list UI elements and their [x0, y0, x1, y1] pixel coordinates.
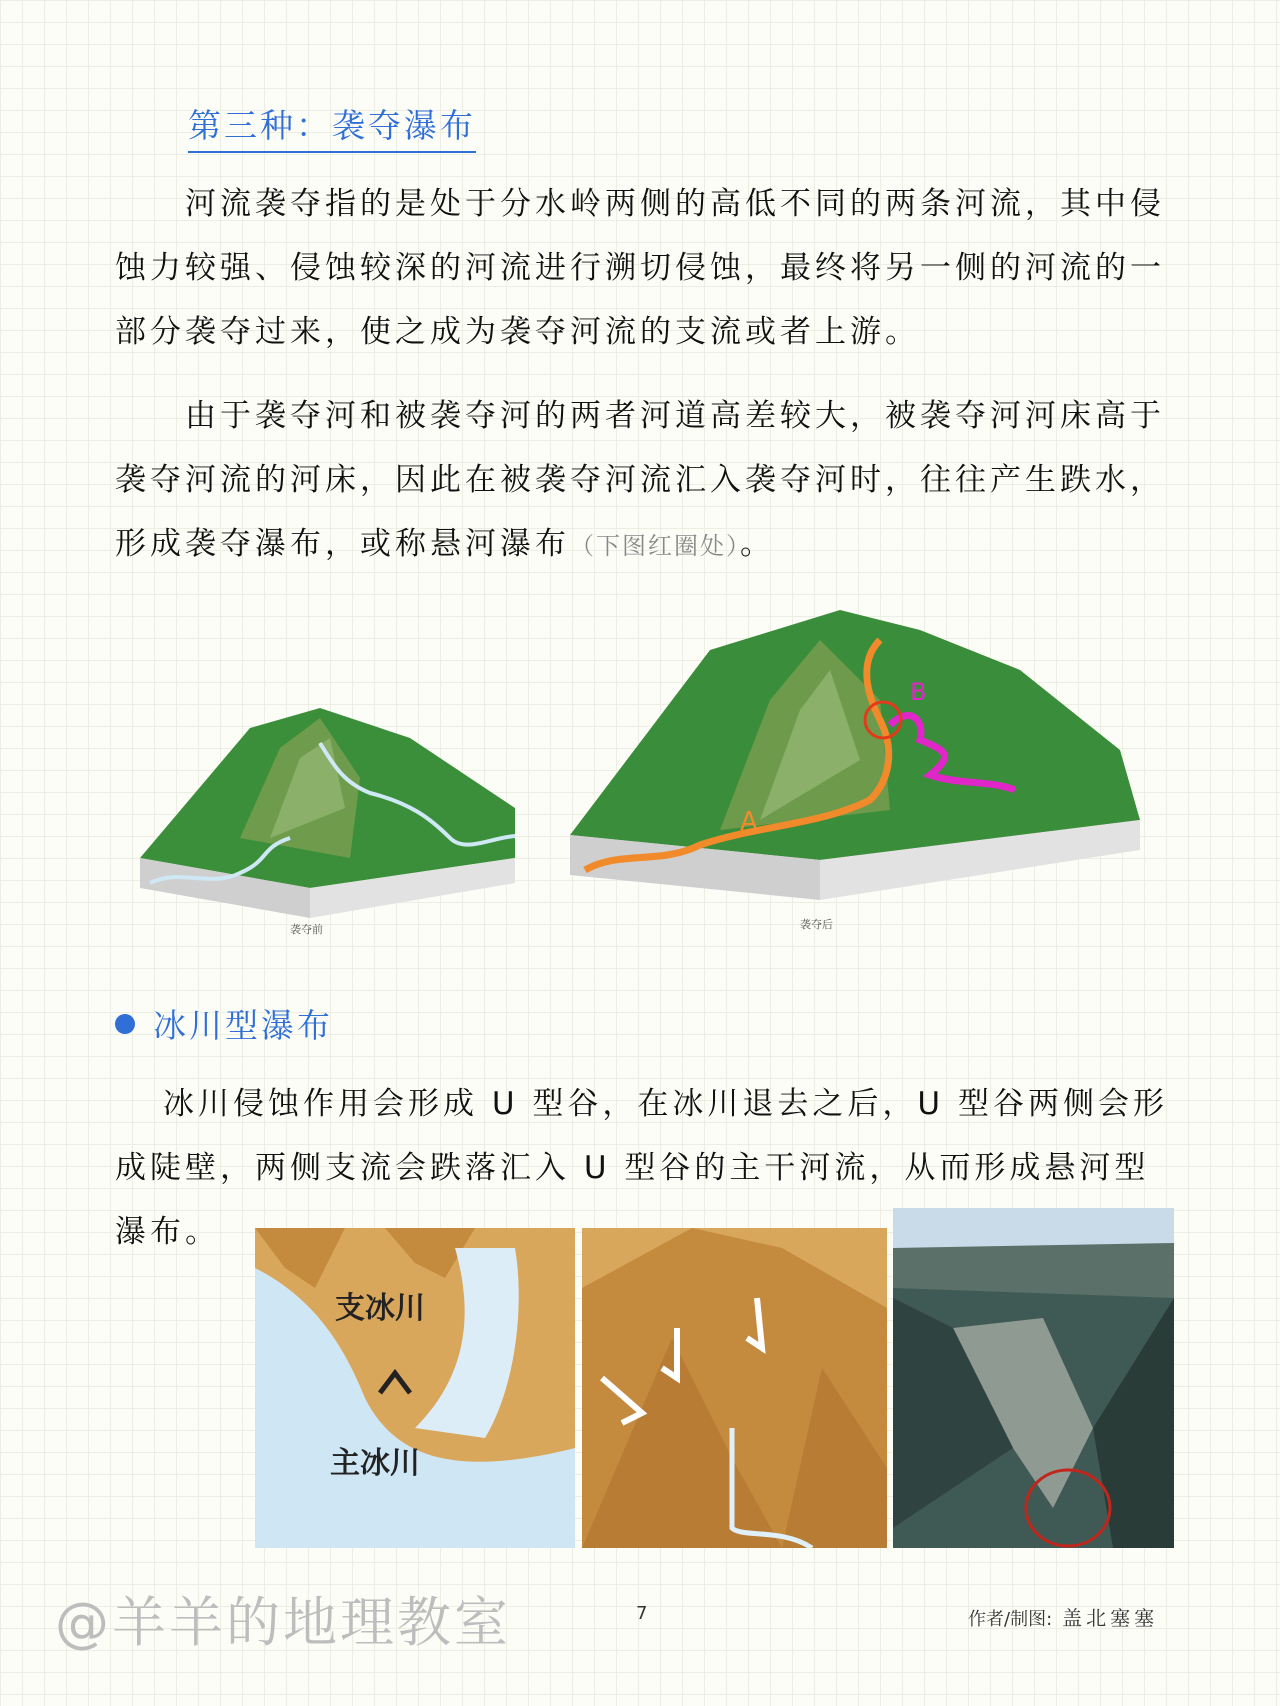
- credit-label: 作者/制图:: [968, 1609, 1053, 1630]
- a-river-mark: A: [740, 807, 758, 837]
- bullet-dot-icon: [115, 1014, 135, 1034]
- figure-note: （下图红圈处）: [570, 532, 740, 560]
- tributary-glacier-label: 支冰川: [335, 1291, 425, 1326]
- main-glacier-label: 主冰川: [330, 1446, 420, 1481]
- before-capture-diagram: [120, 688, 530, 938]
- paragraph-text: 由于袭夺河和被袭夺河的两者河道高差较大，被袭夺河河床高于袭夺河流的河床，因此在被袭夺河流汇入袭夺河时，往往产生跌水，形成袭夺瀑布，或称悬河瀑布: [115, 398, 1165, 562]
- paragraph-glacier-waterfall: 冰川侵蚀作用会形成 U 型谷，在冰川退去之后，U 型谷两侧会形成陡壁，两侧支流会跌落汇入 U 型谷的主干河流，从而形成悬河型瀑布。: [115, 1086, 1168, 1250]
- paragraph-end: 。: [740, 526, 775, 562]
- glacier-confluence-illustration: [255, 1228, 575, 1548]
- paragraph-capture-waterfall: [115, 384, 1175, 578]
- section-heading: 第三种：袭夺瀑布: [188, 100, 476, 153]
- u-valley-illustration: [582, 1228, 887, 1548]
- glacier-section-label: 冰川型瀑布: [153, 1006, 333, 1045]
- paragraph-capture-definition: 河流袭夺指的是处于分水岭两侧的高低不同的两条河流，其中侵蚀力较强、侵蚀较深的河流进行溯切侵蚀，最终将另一侧的河流的一部分袭夺过来，使之成为袭夺河流的支流或者上游。: [115, 186, 1165, 350]
- after-caption: 袭夺后: [800, 918, 833, 931]
- glacier-section-title: [115, 1000, 333, 1047]
- after-capture-diagram: [560, 610, 1150, 960]
- before-caption: 袭夺前: [290, 923, 323, 936]
- credit-name: 盖北塞塞: [1062, 1606, 1159, 1630]
- credit: [968, 1602, 1158, 1631]
- page-number: 7: [636, 1603, 648, 1624]
- hanging-valley-photo: [893, 1208, 1174, 1548]
- watermark: @羊羊的地理教室: [55, 1591, 511, 1654]
- b-river-mark: B: [910, 678, 927, 706]
